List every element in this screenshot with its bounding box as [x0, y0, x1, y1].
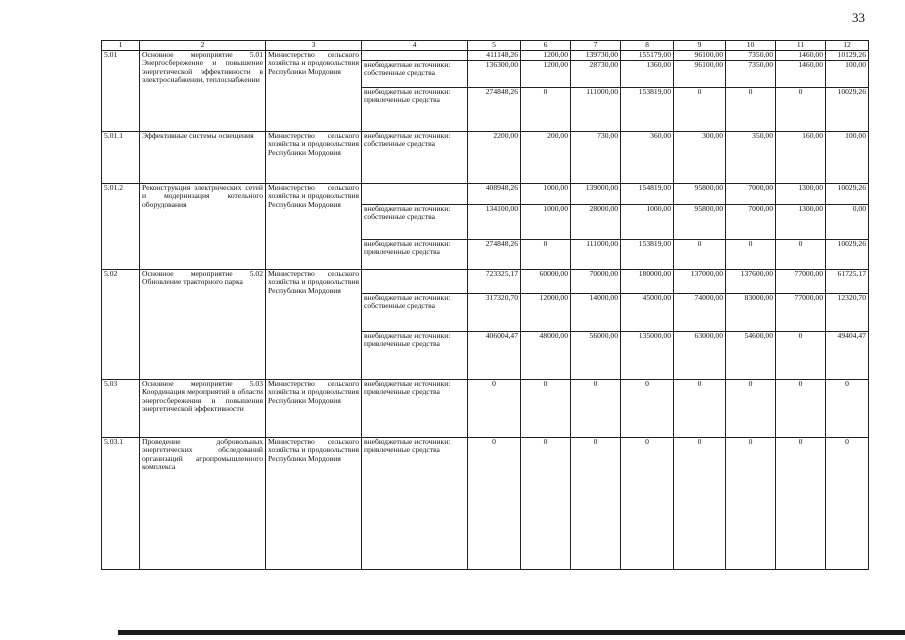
amount-cell: 1000,00: [521, 183, 571, 204]
amount-cell: 0: [726, 379, 776, 437]
amount-cell: 350,00: [726, 131, 776, 183]
amount-cell: 1300,00: [776, 183, 826, 204]
amount-cell: 406004,47: [468, 331, 521, 379]
amount-cell: 136300,00: [468, 60, 521, 87]
amount-cell: 0: [674, 239, 726, 269]
amount-cell: 28000,00: [571, 204, 621, 239]
activity-name: Основное мероприятие 5.03 Координация мероприятий в области энергосбережения и повышения энергетической эффективности: [140, 379, 266, 437]
amount-cell: 0: [674, 437, 726, 569]
amount-cell: 0: [776, 331, 826, 379]
amount-cell: 200,00: [521, 131, 571, 183]
column-number: 8: [621, 41, 674, 51]
amount-cell: 0: [571, 437, 621, 569]
funding-source: [362, 183, 468, 204]
amount-cell: 1360,00: [621, 60, 674, 87]
amount-cell: 7350,00: [726, 50, 776, 60]
column-number: 2: [140, 41, 266, 51]
amount-cell: 45000,00: [621, 293, 674, 331]
activity-code: 5.03: [102, 379, 140, 437]
column-number: 11: [776, 41, 826, 51]
column-number: 9: [674, 41, 726, 51]
page-number: 33: [852, 10, 865, 25]
amount-cell: 0: [826, 379, 869, 437]
amount-cell: 10129,26: [826, 50, 869, 60]
funding-source: [362, 50, 468, 60]
amount-cell: 0: [521, 87, 571, 131]
funding-source: внебюджетные источники: собственные средства: [362, 131, 468, 183]
amount-cell: 153819,00: [621, 87, 674, 131]
amount-cell: 0: [521, 239, 571, 269]
amount-cell: 360,00: [621, 131, 674, 183]
amount-cell: 95800,00: [674, 204, 726, 239]
amount-cell: 60000,00: [521, 269, 571, 293]
amount-cell: 0: [521, 437, 571, 569]
amount-cell: 0: [468, 379, 521, 437]
funding-source: внебюджетные источники: привлеченные средства: [362, 437, 468, 569]
amount-cell: 0: [776, 437, 826, 569]
amount-cell: 7000,00: [726, 204, 776, 239]
amount-cell: 317320,70: [468, 293, 521, 331]
amount-cell: 0: [776, 87, 826, 131]
executor-name: Министерство сельского хозяйства и продовольствия Республики Мордовия: [266, 379, 362, 437]
activity-code: 5.01.2: [102, 183, 140, 269]
amount-cell: 111000,00: [571, 87, 621, 131]
amount-cell: 153819,00: [621, 239, 674, 269]
executor-name: Министерство сельского хозяйства и продовольствия Республики Мордовия: [266, 183, 362, 269]
amount-cell: 1300,00: [776, 204, 826, 239]
amount-cell: 7350,00: [726, 60, 776, 87]
funding-source: внебюджетные источники: собственные средства: [362, 204, 468, 239]
activity-name: Реконструкция электрических сетей и модернизация котельного оборудования: [140, 183, 266, 269]
funding-source: внебюджетные источники: привлеченные средства: [362, 379, 468, 437]
amount-cell: 155179,00: [621, 50, 674, 60]
amount-cell: 1460,00: [776, 60, 826, 87]
table-row: [102, 269, 869, 293]
amount-cell: 100,00: [826, 131, 869, 183]
amount-cell: 723325,17: [468, 269, 521, 293]
column-number-row: [102, 41, 869, 51]
amount-cell: 10029,26: [826, 183, 869, 204]
table-row: [102, 437, 869, 569]
funding-source: [362, 269, 468, 293]
column-number: 10: [726, 41, 776, 51]
amount-cell: 0: [674, 87, 726, 131]
amount-cell: 70000,00: [571, 269, 621, 293]
amount-cell: 54600,00: [726, 331, 776, 379]
amount-cell: 274848,26: [468, 87, 521, 131]
amount-cell: 180000,00: [621, 269, 674, 293]
amount-cell: 0: [776, 239, 826, 269]
amount-cell: 14000,00: [571, 293, 621, 331]
amount-cell: 0: [674, 379, 726, 437]
funding-source: внебюджетные источники: привлеченные средства: [362, 87, 468, 131]
amount-cell: 0: [468, 437, 521, 569]
activity-name: Эффективные системы освещения: [140, 131, 266, 183]
amount-cell: 83000,00: [726, 293, 776, 331]
amount-cell: 28730,00: [571, 60, 621, 87]
amount-cell: 0: [571, 379, 621, 437]
amount-cell: 100,00: [826, 60, 869, 87]
amount-cell: 0: [521, 379, 571, 437]
executor-name: Министерство сельского хозяйства и продовольствия Республики Мордовия: [266, 50, 362, 131]
amount-cell: 408948,26: [468, 183, 521, 204]
amount-cell: 10029,26: [826, 239, 869, 269]
amount-cell: 63000,00: [674, 331, 726, 379]
column-number: 3: [266, 41, 362, 51]
amount-cell: 274848,26: [468, 239, 521, 269]
amount-cell: 0: [621, 379, 674, 437]
table-row: [102, 183, 869, 204]
amount-cell: 0: [776, 379, 826, 437]
activity-code: 5.01: [102, 50, 140, 131]
amount-cell: 77000,00: [776, 269, 826, 293]
amount-cell: 137000,00: [674, 269, 726, 293]
amount-cell: 74000,00: [674, 293, 726, 331]
amount-cell: 139730,00: [571, 50, 621, 60]
amount-cell: 111000,00: [571, 239, 621, 269]
activity-name: Основное мероприятие 5.02 Обновление тракторного парка: [140, 269, 266, 379]
executor-name: Министерство сельского хозяйства и продовольствия Республики Мордовия: [266, 437, 362, 569]
amount-cell: 96100,00: [674, 50, 726, 60]
amount-cell: 95800,00: [674, 183, 726, 204]
column-number: 5: [468, 41, 521, 51]
budget-table: [101, 40, 869, 570]
amount-cell: 137600,00: [726, 269, 776, 293]
executor-name: Министерство сельского хозяйства и продовольствия Республики Мордовия: [266, 131, 362, 183]
amount-cell: 135000,00: [621, 331, 674, 379]
column-number: 1: [102, 41, 140, 51]
amount-cell: 61725,17: [826, 269, 869, 293]
amount-cell: 48000,00: [521, 331, 571, 379]
activity-code: 5.03.1: [102, 437, 140, 569]
column-number: 4: [362, 41, 468, 51]
column-number: 7: [571, 41, 621, 51]
activity-code: 5.01.1: [102, 131, 140, 183]
amount-cell: 0: [726, 437, 776, 569]
amount-cell: 154819,00: [621, 183, 674, 204]
amount-cell: 1000,00: [521, 204, 571, 239]
amount-cell: 1200,00: [521, 60, 571, 87]
amount-cell: 77000,00: [776, 293, 826, 331]
amount-cell: 1460,00: [776, 50, 826, 60]
amount-cell: 0: [621, 437, 674, 569]
column-number: 6: [521, 41, 571, 51]
funding-source: внебюджетные источники: собственные средства: [362, 293, 468, 331]
amount-cell: 0,00: [826, 204, 869, 239]
amount-cell: 12000,00: [521, 293, 571, 331]
amount-cell: 10029,26: [826, 87, 869, 131]
amount-cell: 96100,00: [674, 60, 726, 87]
amount-cell: 0: [726, 239, 776, 269]
funding-source: внебюджетные источники: привлеченные средства: [362, 239, 468, 269]
scan-edge-line: [118, 630, 905, 635]
column-number: 12: [826, 41, 869, 51]
table-row: [102, 50, 869, 60]
amount-cell: 139000,00: [571, 183, 621, 204]
amount-cell: 300,00: [674, 131, 726, 183]
amount-cell: 49404,47: [826, 331, 869, 379]
amount-cell: 1200,00: [521, 50, 571, 60]
amount-cell: 160,00: [776, 131, 826, 183]
amount-cell: 134100,00: [468, 204, 521, 239]
funding-source: внебюджетные источники: привлеченные средства: [362, 331, 468, 379]
amount-cell: 0: [726, 87, 776, 131]
executor-name: Министерство сельского хозяйства и продовольствия Республики Мордовия: [266, 269, 362, 379]
amount-cell: 2200,00: [468, 131, 521, 183]
amount-cell: 56000,00: [571, 331, 621, 379]
activity-code: 5.02: [102, 269, 140, 379]
amount-cell: 12320,70: [826, 293, 869, 331]
table-row: [102, 379, 869, 437]
activity-name: Проведение добровольных энергетических обследований организаций агропромышленного комплекса: [140, 437, 266, 569]
amount-cell: 730,00: [571, 131, 621, 183]
amount-cell: 7000,00: [726, 183, 776, 204]
table-row: [102, 131, 869, 183]
amount-cell: 0: [826, 437, 869, 569]
amount-cell: 1000,00: [621, 204, 674, 239]
activity-name: Основное мероприятие 5.01 Энергосбережение и повышение энергетической эффективности в электроснабжении, теплоснабжении: [140, 50, 266, 131]
funding-source: внебюджетные источники: собственные средства: [362, 60, 468, 87]
amount-cell: 411148,26: [468, 50, 521, 60]
